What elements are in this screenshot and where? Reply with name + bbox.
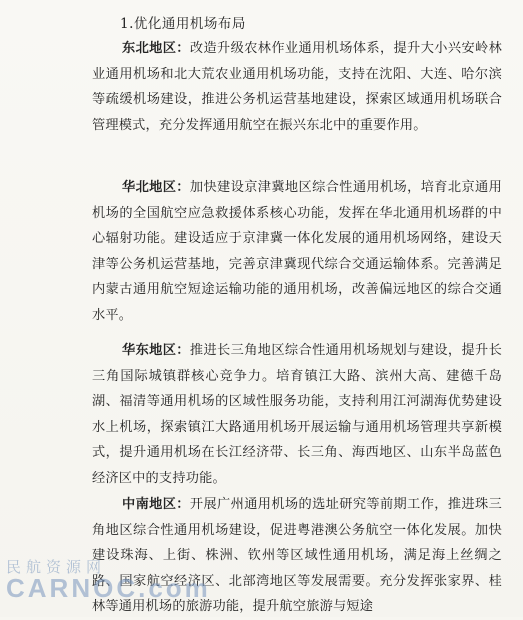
paragraph-body: 改造升级农林作业通用机场体系，提升大小兴安岭林业通用机场和北大荒农业通用机场功能，支持在沈阳、大连、哈尔滨等疏缓机场建设，推进公务机运营基地建设，探索区域通用机场联合管理模式，充分发挥通用航空在振兴东北中的重要作用。: [92, 41, 502, 133]
section-title: 1.优化通用机场布局: [120, 16, 246, 32]
paragraph-northeast: [92, 36, 502, 138]
watermark-cn: 民航资源网: [6, 558, 107, 576]
paragraph-lead: 东北地区：: [122, 41, 190, 56]
watermark-en: CARNOC.com: [6, 573, 211, 603]
paragraph-body: 加快建设京津冀地区综合性通用机场，培育北京通用机场的全国航空应急救援体系核心功能，发挥在华北通用机场群的中心辐射功能。建设适应于京津冀一体化发展的通用机场网络，建设天津等公务机运营基地，完善京津冀现代综合交通运输体系。完善满足内蒙古通用航空短途运输功能的通用机场，改善偏远地区的综合交通水平。: [92, 180, 502, 323]
paragraph-body: 推进长三角地区综合性通用机场规划与建设，提升长三角国际城镇群核心竞争力。培育镇江大路、滨州大高、建德千岛湖、福清等通用机场的区域性服务功能，支持利用江河湖海优势建设水上机场，探索镇江大路通用机场开展运输与通用机场管理共享新模式，提升通用机场在长江经济带、长三角、海西地区、山东半岛蓝色经济区中的支持功能。: [92, 343, 502, 486]
paragraph-east: [92, 338, 502, 492]
paragraph-lead: 华北地区：: [122, 180, 190, 195]
paragraph-central-south: [92, 492, 502, 620]
paragraph-north: [92, 175, 502, 329]
paragraph-lead: 中南地区：: [122, 497, 190, 512]
paragraph-body: 开展广州通用机场的选址研究等前期工作，推进珠三角地区综合性通用机场建设，促进粤港澳公务航空一体化发展。加快建设珠海、上街、株洲、钦州等区域性通用机场，满足海上丝绸之路、国家航空经济区、北部湾地区等发展需要。充分发挥张家界、桂林等通用机场的旅游功能，提升航空旅游与短途: [92, 497, 502, 615]
paragraph-lead: 华东地区：: [122, 343, 190, 358]
